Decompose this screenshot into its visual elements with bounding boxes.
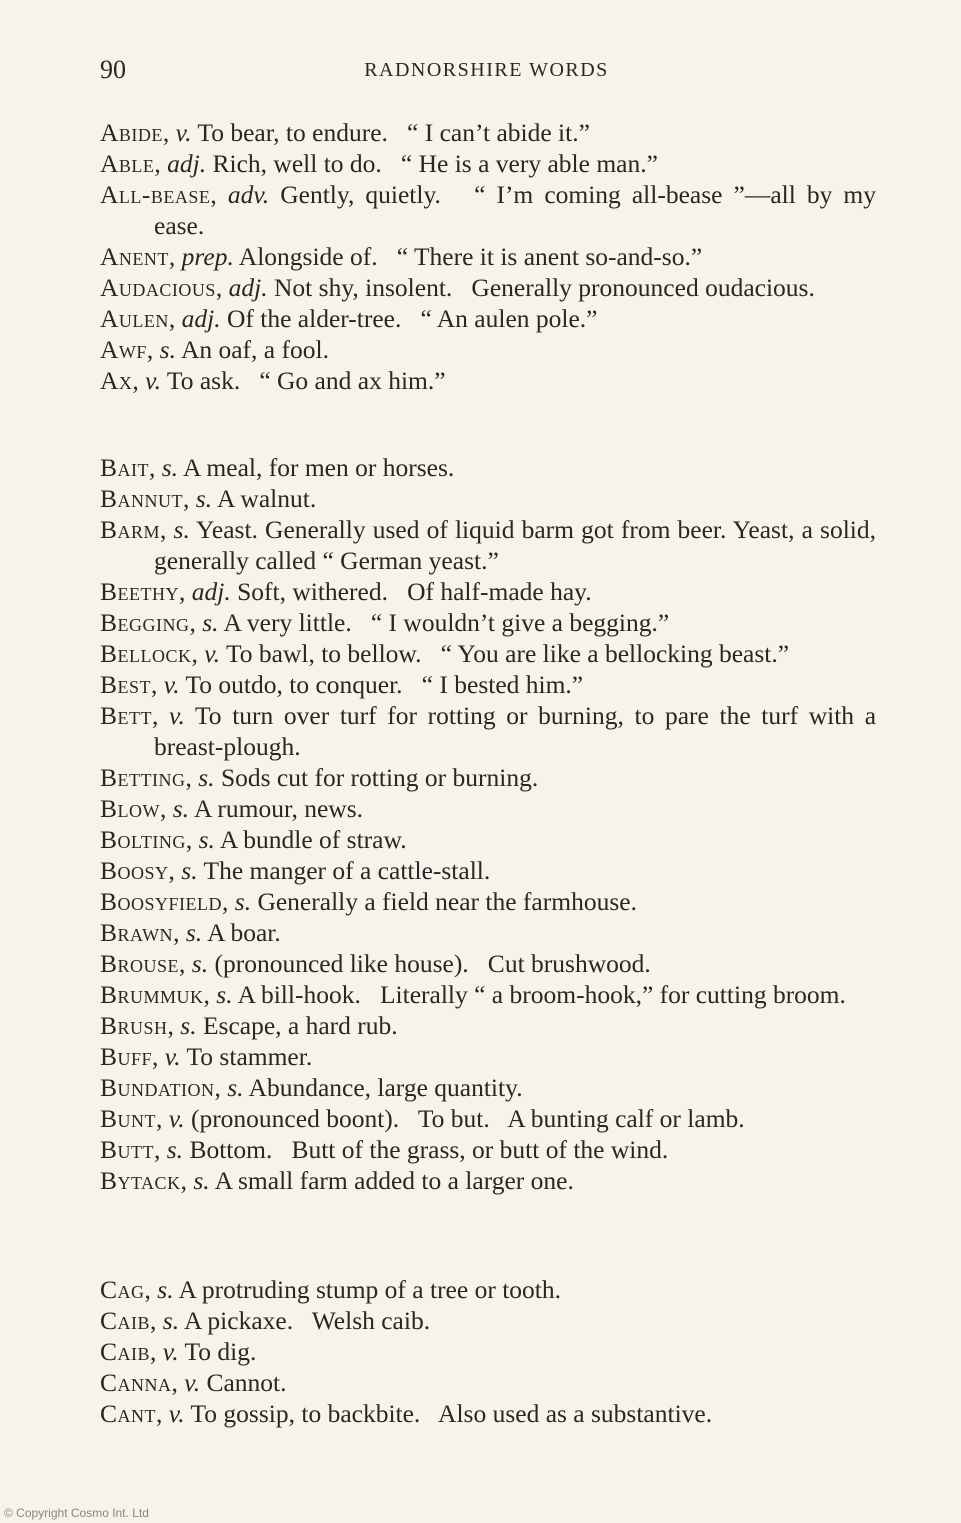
entry-headword: Best xyxy=(100,670,152,699)
entry-headword: Bolting xyxy=(100,825,186,854)
dictionary-entry: Abide, v. To bear, to endure. “ I can’t abide it.” xyxy=(100,118,590,147)
entry-definition: To bawl, to bellow. “ You are like a bellocking beast.” xyxy=(225,639,790,668)
entry-definition: Alongside of. “ There it is anent so-and-so.” xyxy=(238,242,703,271)
entry-definition: (pronounced boont). To but. A bunting calf or lamb. xyxy=(190,1104,745,1133)
entry-part-of-speech: s. xyxy=(181,856,198,885)
entry-headword: Boosyfield xyxy=(100,887,223,916)
copyright-notice: © Copyright Cosmo Int. Ltd xyxy=(4,1506,149,1520)
entry-definition: An oaf, a fool. xyxy=(180,335,329,364)
entry-headword: Bundation xyxy=(100,1073,215,1102)
entry-definition: A bill-hook. Literally “ a broom-hook,” for cutting broom. xyxy=(237,980,846,1009)
dictionary-entry: Bolting, s. A bundle of straw. xyxy=(100,825,407,854)
section-c xyxy=(100,1274,876,1429)
entry-definition: A rumour, news. xyxy=(194,794,363,823)
entry-part-of-speech: v. xyxy=(184,1368,201,1397)
dictionary-entry: Bytack, s. A small farm added to a larger one. xyxy=(100,1166,574,1195)
entry-headword: Caib xyxy=(100,1306,151,1335)
entry-part-of-speech: v. xyxy=(204,639,221,668)
entry-headword: Begging xyxy=(100,608,190,637)
entry-definition: A small farm added to a larger one. xyxy=(214,1166,574,1195)
entry-definition: A bundle of straw. xyxy=(219,825,407,854)
entry-definition: Yeast. Generally used of liquid barm got from beer. Yeast, a solid, generally called “ German yeast.” xyxy=(154,515,883,575)
dictionary-entry: Boosy, s. The manger of a cattle-stall. xyxy=(100,856,491,885)
entry-part-of-speech: s. xyxy=(166,1135,184,1164)
dictionary-entry: Anent, prep. Alongside of. “ There it is anent so-and-so.” xyxy=(100,242,703,271)
dictionary-entry: Awf, s. An oaf, a fool. xyxy=(100,335,329,364)
entry-part-of-speech: adj. xyxy=(191,577,231,606)
entry-definition: To stammer. xyxy=(186,1042,313,1071)
entry-part-of-speech: prep. xyxy=(181,242,234,271)
dictionary-entry: Aulen, adj. Of the alder-tree. “ An aulen pole.” xyxy=(100,304,598,333)
entry-headword: Buff xyxy=(100,1042,153,1071)
entry-definition: To dig. xyxy=(184,1337,257,1366)
dictionary-entry: Canna, v. Cannot. xyxy=(100,1368,287,1397)
entry-part-of-speech: adj. xyxy=(181,304,221,333)
section-a xyxy=(100,117,883,396)
dictionary-entry: Beethy, adj. Soft, withered. Of half-made hay. xyxy=(100,577,592,606)
entry-headword: Blow xyxy=(100,794,160,823)
entry-definition: To outdo, to conquer. “ I bested him.” xyxy=(185,670,584,699)
entry-definition: To bear, to endure. “ I can’t abide it.” xyxy=(197,118,590,147)
dictionary-entry: Bundation, s. Abundance, large quantity. xyxy=(100,1073,523,1102)
entry-part-of-speech: s. xyxy=(193,1166,210,1195)
entry-headword: Caib xyxy=(100,1337,151,1366)
entry-headword: Bannut xyxy=(100,484,183,513)
entry-part-of-speech: s. xyxy=(202,608,219,637)
entry-definition: A meal, for men or horses. xyxy=(183,453,455,482)
entry-headword: Audacious xyxy=(100,273,216,302)
dictionary-entry: Brummuk, s. A bill-hook. Literally “ a broom-hook,” for cutting broom. xyxy=(100,980,846,1009)
entry-headword: Betting xyxy=(100,763,186,792)
dictionary-entry: Betting, s. Sods cut for rotting or burning. xyxy=(100,763,539,792)
dictionary-entry: Bett, v. To turn over turf for rotting or burning, to pare the turf with a breast-plough. xyxy=(100,701,883,761)
entry-part-of-speech: s. xyxy=(234,887,252,916)
running-title: RADNORSHIRE WORDS xyxy=(364,59,609,81)
dictionary-entry: Begging, s. A very little. “ I wouldn’t give a begging.” xyxy=(100,608,670,637)
dictionary-entry: Barm, s. Yeast. Generally used of liquid barm got from beer. Yeast, a solid, generally called “ German yeast.” xyxy=(100,515,883,575)
entry-part-of-speech: adj. xyxy=(167,149,207,178)
entry-headword: All-bease xyxy=(100,180,211,209)
entry-headword: Brummuk xyxy=(100,980,204,1009)
entry-definition: Rich, well to do. “ He is a very able man.” xyxy=(212,149,658,178)
entry-part-of-speech: s. xyxy=(216,980,233,1009)
entry-headword: Brush xyxy=(100,1011,168,1040)
entry-part-of-speech: s. xyxy=(159,335,176,364)
entry-headword: Aulen xyxy=(100,304,169,333)
entry-headword: Bellock xyxy=(100,639,192,668)
dictionary-entry: Bait, s. A meal, for men or horses. xyxy=(100,453,455,482)
entry-headword: Bait xyxy=(100,453,149,482)
dictionary-entry: Brouse, s. (pronounced like house). Cut brushwood. xyxy=(100,949,651,978)
entry-part-of-speech: v. xyxy=(169,701,185,730)
entry-definition: Sods cut for rotting or burning. xyxy=(220,763,539,792)
dictionary-entry: Buff, v. To stammer. xyxy=(100,1042,313,1071)
entry-definition: Generally a field near the farmhouse. xyxy=(257,887,637,916)
entry-headword: Bunt xyxy=(100,1104,157,1133)
dictionary-entry: Cant, v. To gossip, to backbite. Also used as a substantive. xyxy=(100,1399,713,1428)
entry-definition: Bottom. Butt of the grass, or butt of the wind. xyxy=(189,1135,669,1164)
entry-definition: Gently, quietly. “ I’m coming all-bease ”—all by my ease. xyxy=(154,180,883,240)
dictionary-entry: Brush, s. Escape, a hard rub. xyxy=(100,1011,398,1040)
dictionary-entry: All-bease, adv. Gently, quietly. “ I’m coming all-bease ”—all by my ease. xyxy=(100,180,883,240)
entry-part-of-speech: adv. xyxy=(227,180,270,209)
entry-part-of-speech: v. xyxy=(145,366,161,395)
entry-headword: Boosy xyxy=(100,856,169,885)
entry-headword: Canna xyxy=(100,1368,172,1397)
entry-part-of-speech: v. xyxy=(168,1399,185,1428)
entry-definition: A pickaxe. Welsh caib. xyxy=(184,1306,431,1335)
section-b xyxy=(100,452,883,1196)
entry-part-of-speech: v. xyxy=(175,118,192,147)
entry-headword: Able xyxy=(100,149,155,178)
dictionary-entry: Blow, s. A rumour, news. xyxy=(100,794,363,823)
entry-headword: Brouse xyxy=(100,949,180,978)
entry-headword: Ax xyxy=(100,366,133,395)
entry-definition: A very little. “ I wouldn’t give a begging.” xyxy=(223,608,670,637)
dictionary-entry: Butt, s. Bottom. Butt of the grass, or butt of the wind. xyxy=(100,1135,669,1164)
dictionary-entry: Audacious, adj. Not shy, insolent. Generally pronounced oudacious. xyxy=(100,273,815,302)
entry-headword: Bytack xyxy=(100,1166,181,1195)
entry-headword: Awf xyxy=(100,335,147,364)
entry-definition: Soft, withered. Of half-made hay. xyxy=(237,577,592,606)
entry-definition: Cannot. xyxy=(206,1368,287,1397)
entry-part-of-speech: s. xyxy=(198,763,215,792)
entry-definition: To turn over turf for rotting or burning, to pare the turf with a breast-plough. xyxy=(154,701,883,761)
entry-headword: Barm xyxy=(100,515,161,544)
entry-part-of-speech: s. xyxy=(180,1011,197,1040)
dictionary-entry: Bannut, s. A walnut. xyxy=(100,484,317,513)
entry-part-of-speech: s. xyxy=(191,949,209,978)
entry-headword: Brawn xyxy=(100,918,174,947)
entry-part-of-speech: v. xyxy=(162,1337,179,1366)
entry-headword: Bett xyxy=(100,701,152,730)
entry-part-of-speech: s. xyxy=(157,1275,174,1304)
entry-definition: A protruding stump of a tree or tooth. xyxy=(178,1275,561,1304)
entry-definition: To ask. “ Go and ax him.” xyxy=(166,366,446,395)
entry-part-of-speech: adj. xyxy=(228,273,268,302)
dictionary-entry: Cag, s. A protruding stump of a tree or tooth. xyxy=(100,1275,561,1304)
dictionary-entry: Able, adj. Rich, well to do. “ He is a very able man.” xyxy=(100,149,658,178)
entry-part-of-speech: s. xyxy=(161,453,179,482)
entry-part-of-speech: s. xyxy=(185,918,203,947)
dictionary-entry: Caib, v. To dig. xyxy=(100,1337,257,1366)
entry-part-of-speech: s. xyxy=(173,515,190,544)
entry-headword: Anent xyxy=(100,242,169,271)
entry-definition: (pronounced like house). Cut brushwood. xyxy=(214,949,651,978)
entry-part-of-speech: s. xyxy=(162,1306,180,1335)
entry-definition: Not shy, insolent. Generally pronounced oudacious. xyxy=(274,273,815,302)
entry-definition: To gossip, to backbite. Also used as a substantive. xyxy=(190,1399,713,1428)
entry-part-of-speech: s. xyxy=(195,484,213,513)
dictionary-entry: Ax, v. To ask. “ Go and ax him.” xyxy=(100,366,446,395)
dictionary-entry: Bunt, v. (pronounced boont). To but. A bunting calf or lamb. xyxy=(100,1104,745,1133)
entry-headword: Cag xyxy=(100,1275,145,1304)
entry-headword: Abide xyxy=(100,118,163,147)
entry-headword: Butt xyxy=(100,1135,154,1164)
entry-definition: The manger of a cattle-stall. xyxy=(203,856,491,885)
dictionary-entry: Bellock, v. To bawl, to bellow. “ You are like a bellocking beast.” xyxy=(100,639,790,668)
entry-definition: A walnut. xyxy=(217,484,317,513)
entry-part-of-speech: v. xyxy=(168,1104,185,1133)
entry-part-of-speech: s. xyxy=(172,794,190,823)
entry-definition: A boar. xyxy=(207,918,281,947)
page-number: 90 xyxy=(100,55,126,84)
entry-headword: Beethy xyxy=(100,577,179,606)
entry-definition: Of the alder-tree. “ An aulen pole.” xyxy=(227,304,598,333)
dictionary-entry: Brawn, s. A boar. xyxy=(100,918,281,947)
dictionary-entry: Boosyfield, s. Generally a field near the farmhouse. xyxy=(100,887,637,916)
entry-headword: Cant xyxy=(100,1399,157,1428)
entry-part-of-speech: v. xyxy=(164,1042,181,1071)
dictionary-entry: Best, v. To outdo, to conquer. “ I bested him.” xyxy=(100,670,584,699)
entry-part-of-speech: s. xyxy=(198,825,215,854)
dictionary-entry: Caib, s. A pickaxe. Welsh caib. xyxy=(100,1306,431,1335)
entry-definition: Abundance, large quantity. xyxy=(248,1073,523,1102)
entry-part-of-speech: v. xyxy=(163,670,180,699)
page-header xyxy=(100,55,873,91)
entry-definition: Escape, a hard rub. xyxy=(202,1011,398,1040)
entry-part-of-speech: s. xyxy=(227,1073,244,1102)
